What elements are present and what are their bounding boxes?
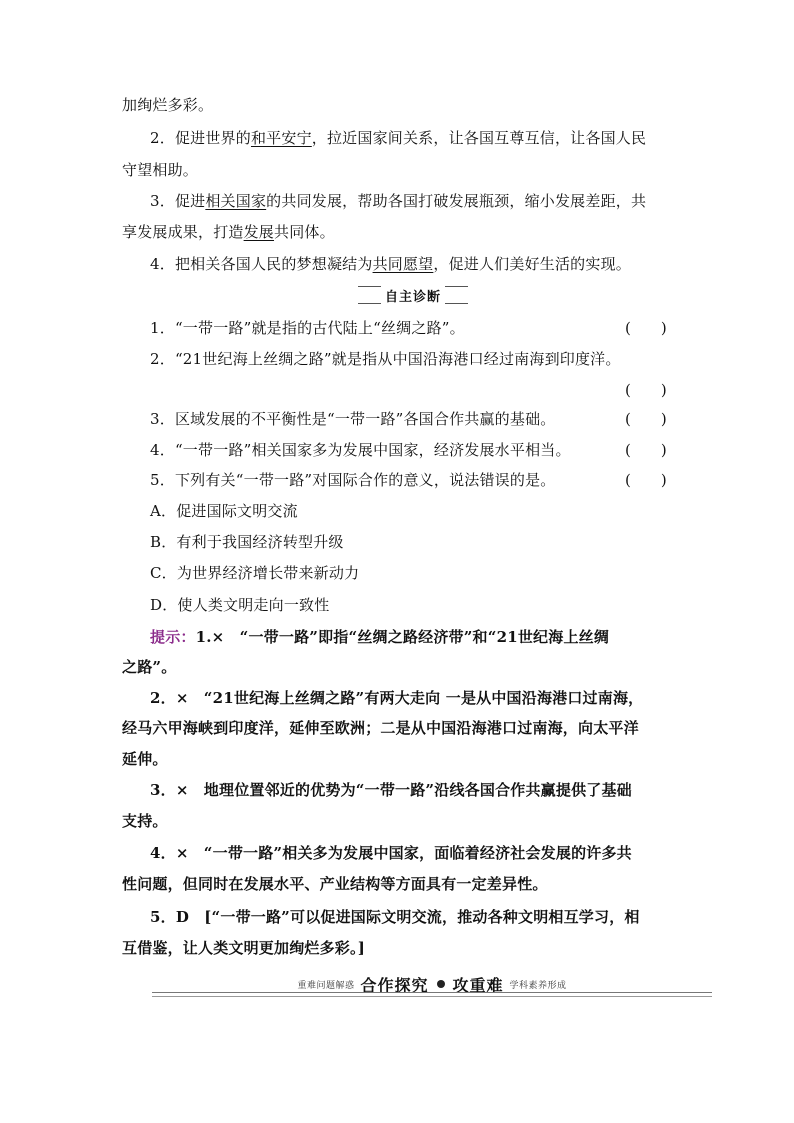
footer-left-caption: 重难问题解惑 xyxy=(297,980,355,991)
option-c: C．为世界经济增长带来新动力 xyxy=(150,564,360,582)
section-badge xyxy=(358,286,468,304)
hint-answer-3: 3．× 地理位置邻近的优势为“一带一路”沿线各国合作共赢提供了基础 xyxy=(150,781,632,799)
hint-answer-2-cont2: 延伸。 xyxy=(122,750,168,768)
hint-label: 提示： xyxy=(150,628,196,646)
hint-answer-4-cont: 性问题，但同时在发展水平、产业结构等方面具有一定差异性。 xyxy=(122,875,548,893)
footer-title-1: 合作探究 xyxy=(360,975,429,995)
hint-answer-5-cont: 互借鉴，让人类文明更加绚烂多彩。] xyxy=(122,939,365,957)
section-badge-label: 自主诊断 xyxy=(381,286,445,305)
hint-answer-2-cont: 经马六甲海峡到印度洋，延伸至欧洲；二是从中国沿海港口过南海，向太平洋 xyxy=(122,719,639,737)
underlined-term: 和平安宁 xyxy=(250,129,312,147)
hint-answer-5: 5．D [“一带一路”可以促进国际文明交流，推动各种文明相互学习，相 xyxy=(150,908,640,926)
point-2: 2．促进世界的和平安宁，拉近国家间关系，让各国互尊互信，让各国人民 xyxy=(150,129,647,147)
hint-answer-4: 4．× “一带一路”相关多为发展中国家，面临着经济社会发展的许多共 xyxy=(150,844,632,862)
question-4: 4．“一带一路”相关国家多为发展中国家，经济发展水平相当。 xyxy=(150,441,571,459)
intro-line: 加绚烂多彩。 xyxy=(122,96,214,114)
hint-answer-1-cont: 之路”。 xyxy=(122,658,177,676)
answer-paren-3: ( ) xyxy=(625,410,667,428)
answer-paren-4: ( ) xyxy=(625,441,667,459)
question-1: 1．“一带一路”就是指的古代陆上“丝绸之路”。 xyxy=(150,319,465,337)
underlined-term: 相关国家 xyxy=(205,192,267,210)
footer-title-2: 攻重难 xyxy=(452,975,504,995)
footer-right-caption: 学科素养形成 xyxy=(509,980,567,991)
option-b: B．有利于我国经济转型升级 xyxy=(150,533,344,551)
option-a: A．促进国际文明交流 xyxy=(150,502,298,520)
point-4: 4．把相关各国人民的梦想凝结为共同愿望，促进人们美好生活的实现。 xyxy=(150,255,631,273)
underlined-term: 共同愿望 xyxy=(372,255,434,273)
option-d: D．使人类文明走向一致性 xyxy=(150,596,330,614)
question-5: 5．下列有关“一带一路”对国际合作的意义，说法错误的是。 xyxy=(150,471,556,489)
answer-paren-1: ( ) xyxy=(625,319,667,337)
underlined-term: 发展 xyxy=(243,223,275,241)
hint-answer-3-cont: 支持。 xyxy=(122,812,168,830)
question-3: 3．区域发展的不平衡性是“一带一路”各国合作共赢的基础。 xyxy=(150,410,556,428)
point-2-cont: 守望相助。 xyxy=(122,161,199,179)
footer-divider xyxy=(152,992,712,997)
hint-answer-2: 2．× “21世纪海上丝绸之路”有两大走向 一是从中国沿海港口过南海， xyxy=(150,689,644,707)
answer-paren-5: ( ) xyxy=(625,471,667,489)
point-3-cont: 享发展成果，打造发展共同体。 xyxy=(122,223,335,241)
hint-answer-1: 提示：1.× “一带一路”即指“丝绸之路经济带”和“21世纪海上丝绸 xyxy=(150,628,610,646)
answer-paren-2: ( ) xyxy=(625,381,667,399)
bullet-dot-icon xyxy=(437,980,445,988)
point-3: 3．促进相关国家的共同发展，帮助各国打破发展瓶颈，缩小发展差距，共 xyxy=(150,192,647,210)
question-2: 2．“21世纪海上丝绸之路”就是指从中国沿海港口经过南海到印度洋。 xyxy=(150,350,621,368)
